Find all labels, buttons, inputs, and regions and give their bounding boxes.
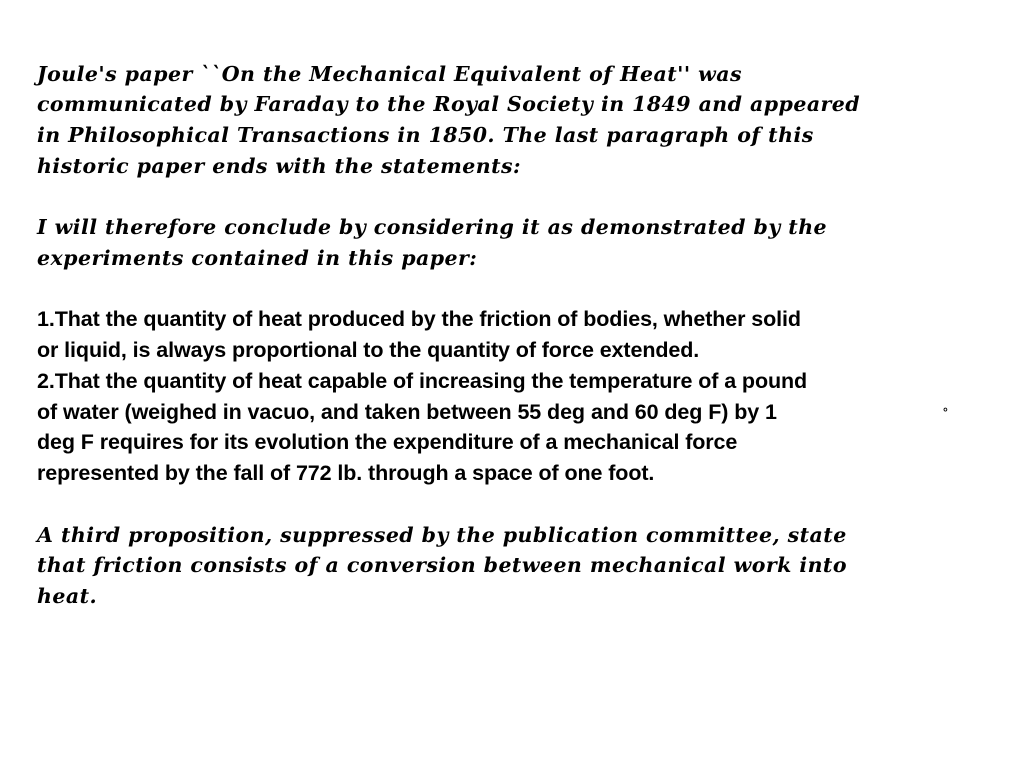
proposition-1-line-2: or liquid, is always proportional to the quantity of force extended. xyxy=(37,338,700,362)
intro-line-4: historic paper ends with the statements: xyxy=(37,154,521,178)
closing-line-1: A third proposition, suppressed by the publication committee, state xyxy=(37,523,847,547)
proposition-2-line-2-part-3: F) by 1 xyxy=(708,400,777,424)
quote-intro-line-1: I will therefore conclude by considering it as demonstrated by the xyxy=(37,215,828,239)
proposition-2-line-2 xyxy=(37,400,777,425)
closing-line-3: heat. xyxy=(37,584,98,608)
proposition-1-line-1: 1.That the quantity of heat produced by the friction of bodies, whether solid xyxy=(37,307,801,331)
proposition-2-line-1: 2.That the quantity of heat capable of increasing the temperature of a pound xyxy=(37,369,808,393)
intro-line-3: in Philosophical Transactions in 1850. The last paragraph of this xyxy=(37,123,814,147)
intro-line-2: communicated by Faraday to the Royal Society in 1849 and appeared xyxy=(37,92,861,116)
proposition-2-line-4: represented by the fall of 772 lb. through a space of one foot. xyxy=(37,461,655,485)
closing-line-2: that friction consists of a conversion between mechanical work into xyxy=(37,553,847,577)
proposition-2-line-3: deg F requires for its evolution the expenditure of a mechanical force xyxy=(37,430,738,454)
intro-line-1: Joule's paper ``On the Mechanical Equivalent of Heat'' was xyxy=(37,62,742,86)
degree-symbol: ° xyxy=(943,405,948,419)
quote-intro-line-2: experiments contained in this paper: xyxy=(37,246,478,270)
proposition-2-line-2-part-2: and 60 deg xyxy=(590,400,703,424)
proposition-2-line-2-part-1: of water (weighed in vacuo, and taken between 55 deg xyxy=(37,400,585,424)
